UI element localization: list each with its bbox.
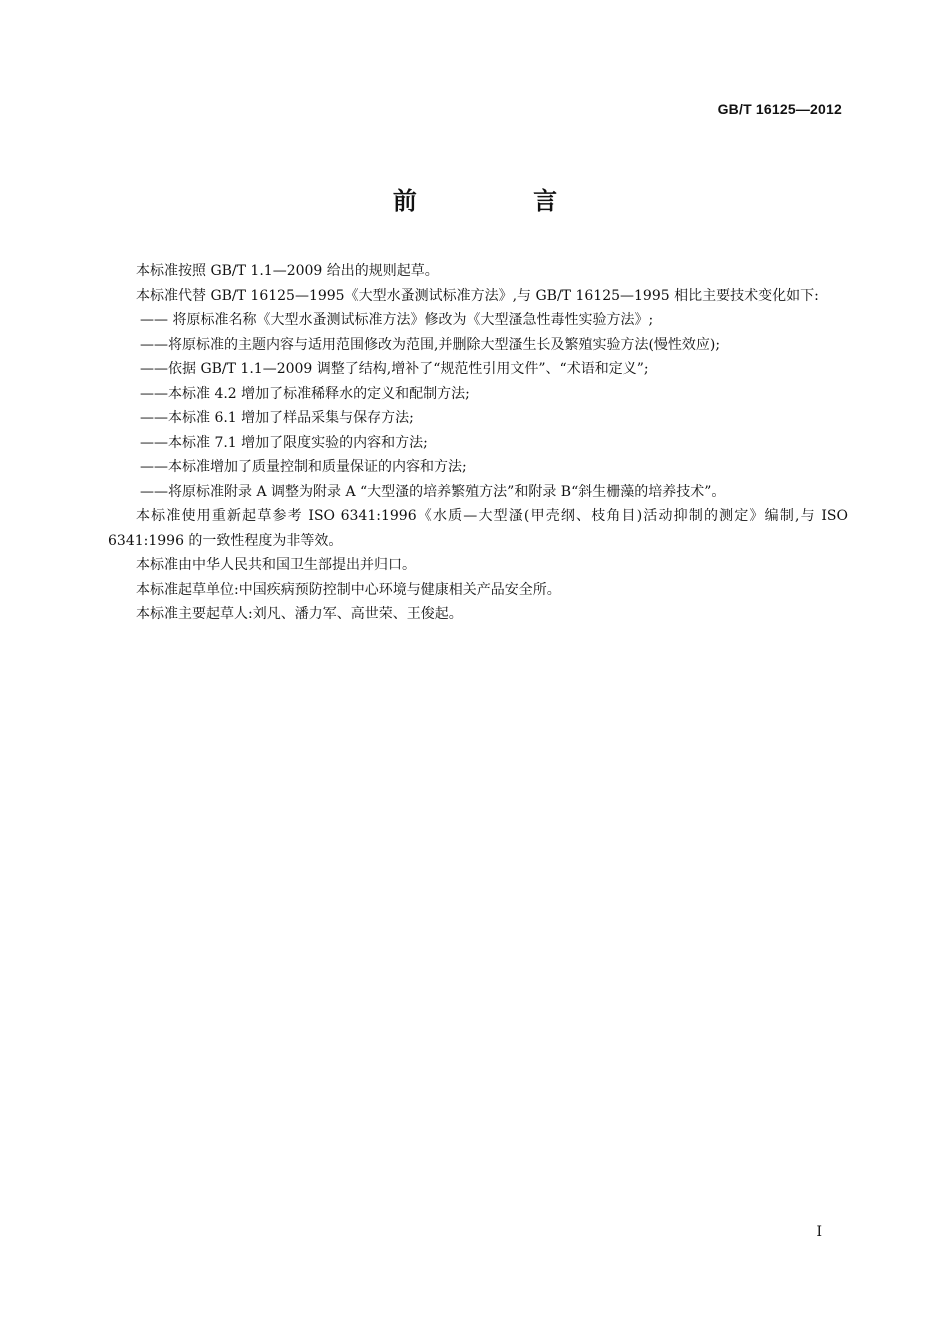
paragraph-proposed-by: 本标准由中华人民共和国卫生部提出并归口。	[136, 557, 416, 573]
paragraph-replacement: 本标准代替 GB/T 16125—1995《大型水蚤测试标准方法》,与 GB/T 16125—1995 相比主要技术变化如下:	[136, 287, 819, 304]
list-item: ——本标准 6.1 增加了样品采集与保存方法;	[140, 410, 414, 426]
list-item: ——本标准增加了质量控制和质量保证的内容和方法;	[140, 459, 467, 475]
list-item: ——将原标准附录 A 调整为附录 A “大型溞的培养繁殖方法”和附录 B“斜生栅藻的培养技术”。	[140, 483, 726, 500]
paragraph-iso-reference: 本标准使用重新起草参考 ISO 6341:1996《水质—大型溞(甲壳纲、枝角目)活动抑制的测定》编制,与 ISO 6341:1996 的一致性程度为非等效。	[108, 508, 848, 549]
list-item: —— 将原标准名称《大型水蚤测试标准方法》修改为《大型溞急性毒性实验方法》;	[140, 312, 654, 328]
standard-code: GB/T 16125—2012	[717, 101, 842, 117]
list-item: ——本标准 4.2 增加了标准稀释水的定义和配制方法;	[140, 385, 470, 402]
list-item: ——依据 GB/T 1.1—2009 调整了结构,增补了“规范性引用文件”、“术语和定义”;	[140, 361, 649, 377]
paragraph-drafters: 本标准主要起草人:刘凡、潘力军、高世荣、王俊起。	[136, 606, 463, 622]
page-title: 前 言	[392, 187, 612, 215]
foreword-body	[108, 259, 848, 627]
paragraph-drafting-rules: 本标准按照 GB/T 1.1—2009 给出的规则起草。	[136, 263, 439, 279]
page-number: I	[816, 1224, 822, 1240]
changes-list	[108, 308, 848, 504]
paragraph-drafting-organization: 本标准起草单位:中国疾病预防控制中心环境与健康相关产品安全所。	[136, 581, 561, 598]
list-item: ——本标准 7.1 增加了限度实验的内容和方法;	[140, 434, 428, 451]
list-item: ——将原标准的主题内容与适用范围修改为范围,并删除大型溞生长及繁殖实验方法(慢性效应);	[140, 336, 721, 353]
